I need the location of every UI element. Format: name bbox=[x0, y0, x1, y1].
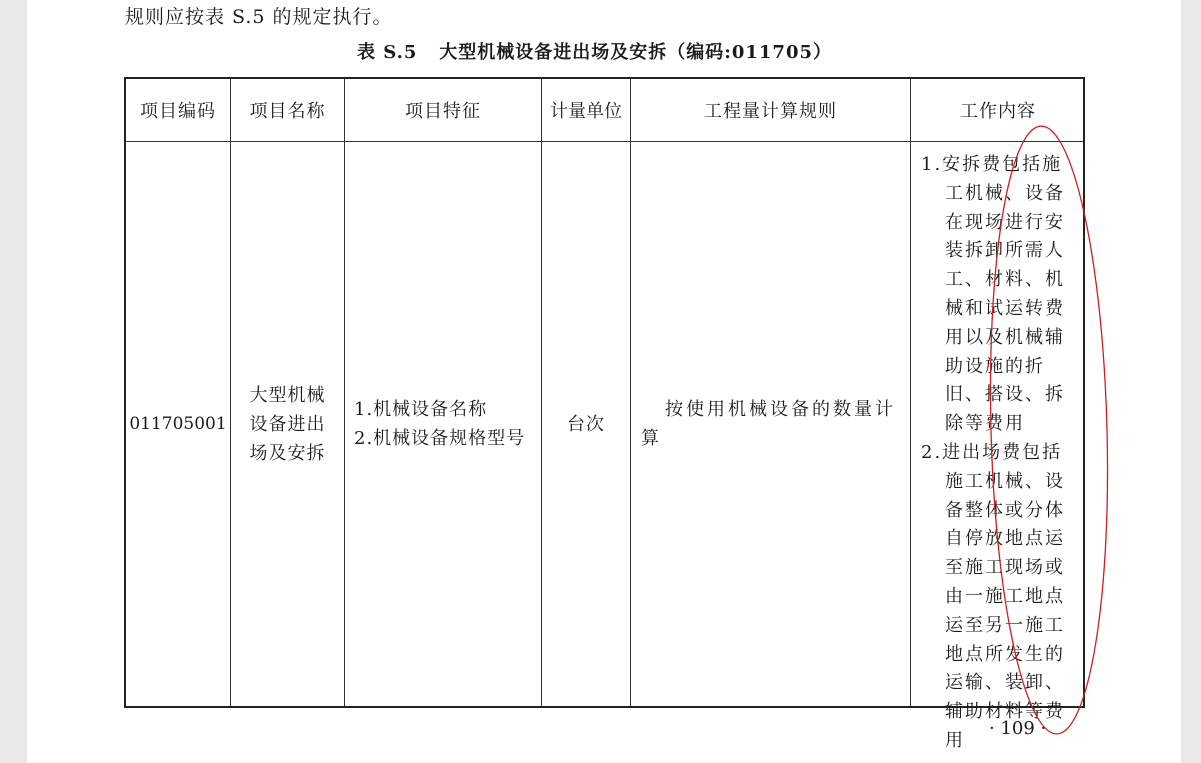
intro-text: 规则应按表 S.5 的规定执行。 bbox=[125, 6, 393, 28]
page-number: · 109 · bbox=[989, 718, 1047, 739]
work-item: 2.进出场费包括施工机械、设备整体或分体自停放地点运至施工现场或由一施工地点运至另一施工地点所发生的运输、装卸、辅助材料等费用 bbox=[921, 441, 1065, 751]
header-unit: 计量单位 bbox=[550, 101, 622, 122]
header-rule: 工程量计算规则 bbox=[704, 101, 837, 122]
cell-rule-text: 按使用机械设备的数量计算 bbox=[641, 399, 896, 449]
header-features: 项目特征 bbox=[405, 101, 481, 122]
cell-work bbox=[921, 151, 1076, 756]
feature-item: 1.机械设备名称 bbox=[354, 399, 488, 420]
cell-unit: 台次 bbox=[567, 413, 605, 435]
header-name: 项目名称 bbox=[249, 101, 326, 122]
cell-features bbox=[354, 142, 534, 706]
header-work: 工作内容 bbox=[960, 101, 1036, 122]
cell-name-text: 大型机械设备进出场及安拆 bbox=[249, 384, 326, 464]
cell-code: 011705001 bbox=[129, 413, 227, 434]
cell-rule bbox=[631, 142, 910, 706]
header-code: 项目编码 bbox=[140, 101, 216, 122]
feature-item: 2.机械设备规格型号 bbox=[354, 428, 526, 449]
column-divider bbox=[910, 79, 911, 706]
cell-name bbox=[231, 142, 344, 706]
document-page bbox=[27, 0, 1181, 763]
work-item: 1.安拆费包括施工机械、设备在现场进行安装拆卸所需人工、材料、机械和试运转费用以及机械辅助设施的折旧、搭设、拆除等费用 bbox=[921, 154, 1065, 435]
column-divider bbox=[344, 79, 345, 706]
table-caption: 表 S.5 大型机械设备进出场及安拆（编码:011705） bbox=[357, 42, 833, 63]
